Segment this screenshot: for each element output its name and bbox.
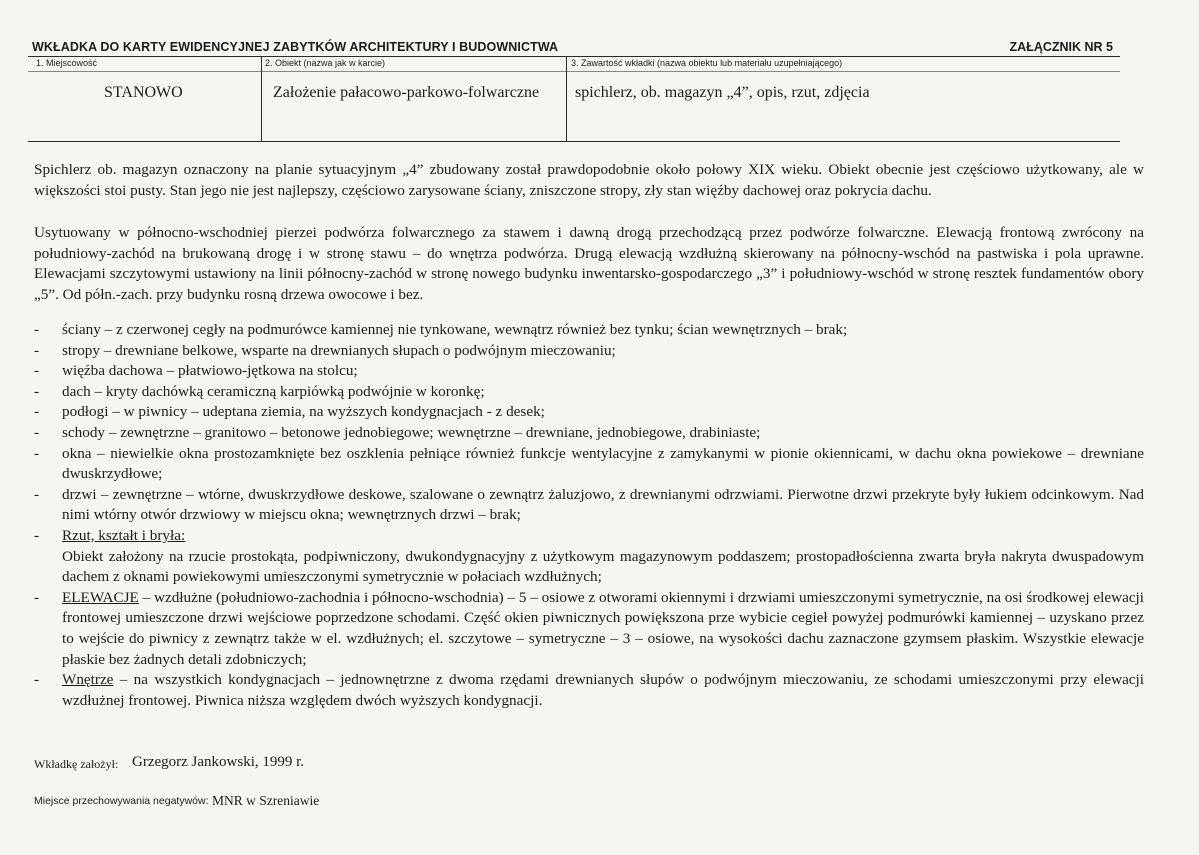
list-item-text: podłogi – w piwnicy – udeptana ziemia, na wyższych kondygnacjach - z desek; — [62, 403, 545, 421]
list-dash: - — [34, 588, 40, 606]
content-value: spichlerz, ob. magazyn „4”, opis, rzut, zdjęcia — [575, 84, 870, 101]
list-dash: - — [34, 671, 40, 689]
list-item-text — [62, 526, 1144, 588]
list-item — [34, 485, 1144, 526]
list-dash: - — [34, 444, 40, 462]
locality-value: STANOWO — [104, 84, 183, 101]
annex-number: ZAŁĄCZNIK NR 5 — [1009, 40, 1113, 54]
list-dash: - — [34, 362, 40, 380]
list-item — [34, 402, 1144, 423]
list-item-text: ściany – z czerwonej cegły na podmurówce kamiennej nie tynkowane, wewnątrz również bez tynku; ścian wewnętrznych – brak; — [62, 321, 848, 338]
list-item-text — [62, 670, 1144, 711]
object-label: 2. Obiekt (nazwa jak w karcie) — [265, 58, 386, 68]
section-text-plan: Obiekt założony na rzucie prostokąta, podpiwniczony, dwukondygnacyjny z użytkowym magazynowym poddaszem; prostopadłościenna zwarta bryła nakryta dwuspadowym dachem z oknami powiekowymi umieszczonymi symetrycznie w połaciach wzdłużnych; — [62, 547, 1144, 586]
list-item — [34, 670, 1144, 711]
list-item — [34, 341, 1144, 362]
column-divider-2 — [566, 56, 567, 141]
list-dash: - — [34, 321, 40, 338]
list-dash: - — [34, 423, 40, 441]
list-item — [34, 361, 1144, 382]
object-value: Założenie pałacowo-parkowo-folwarczne — [273, 84, 540, 101]
storage-value: MNR w Szreniawie — [212, 793, 320, 808]
author-value: Grzegorz Jankowski, 1999 r. — [132, 754, 305, 770]
list-dash: - — [34, 341, 40, 359]
list-item — [34, 526, 1144, 588]
list-item-text: dach – kryty dachówką ceramiczną karpiówką podwójnie w koronkę; — [62, 382, 485, 400]
column-divider-1 — [261, 56, 262, 141]
author-label: Wkładkę założył: — [34, 757, 119, 771]
list-dash: - — [34, 526, 40, 544]
locality-label: 1. Miejscowość — [36, 58, 98, 68]
storage-label: Miejsce przechowywania negatywów: — [34, 795, 209, 807]
list-item — [34, 382, 1144, 403]
description-paragraph-2: Usytuowany w północno-wschodniej pierzei podwórza folwarcznego za stawem i dawną drogą przechodzącą przez podwórze folwarczne. Elewacją frontową zwrócony na południowy-zachód na brukowaną drogę i w stronę stawu – do wnętrza podwórza. Drugą elewacją wzdłużną skierowany na północny-wschód na pastwiska i pola uprawne. Elewacjami szczytowymi ustawiony na linii północny-zachód w stronę nowego budynku inwentarsko-gospodarczego „3” i południowy-wschód w stronę resztek fundamentów obory „5”. Od półn.-zach. przy budynku rosną drzewa owocowe i bez. — [34, 224, 1144, 303]
header-rule-labels — [28, 71, 1120, 72]
section-text-interior: – na wszystkich kondygnacjach – jednownętrzne z dwoma rzędami drewnianych słupów o podwójnym mieczowaniu, ze schodami umieszczonymi przy elewacji wzdłużnej frontowej. Piwnica niższa względem dwóch wyższych kondygnacji. — [62, 671, 1144, 709]
list-item-text: stropy – drewniane belkowe, wsparte na drewnianych słupach o podwójnym mieczowaniu; — [62, 341, 616, 359]
list-item — [34, 423, 1144, 444]
list-item-text: więźba dachowa – płatwiowo-jętkowa na stolcu; — [62, 362, 358, 380]
header-rule-top — [28, 56, 1120, 57]
section-heading-elevations: ELEWACJE — [62, 588, 139, 606]
list-dash: - — [34, 382, 40, 400]
element-list — [34, 320, 1144, 711]
list-item-text — [62, 588, 1144, 670]
content-label: 3. Zawartość wkładki (nazwa obiektu lub materiału uzupełniającego) — [571, 58, 843, 68]
section-heading-plan: Rzut, kształt i bryła: — [62, 526, 186, 544]
list-dash: - — [34, 485, 40, 503]
list-item — [34, 588, 1144, 670]
list-item-text: schody – zewnętrzne – granitowo – betonowe jednobiegowe; wewnętrzne – drewniane, jednobiegowe, drabiniaste; — [62, 423, 761, 441]
list-item-text: okna – niewielkie okna prostozamknięte bez oszklenia pełniące również funkcje wentylacyjne z zamykanymi w pionie okiennicami, w dachu okna powiekowe – drewniane dwuskrzydłowe; — [62, 444, 1144, 483]
card-title: WKŁADKA DO KARTY EWIDENCYJNEJ ZABYTKÓW ARCHITEKTURY I BUDOWNICTWA — [32, 40, 559, 54]
header-rule-bottom — [28, 141, 1120, 142]
list-item — [34, 320, 1144, 341]
list-item-text: drzwi – zewnętrzne – wtórne, dwuskrzydłowe deskowe, szalowane o zewnątrz żaluzjowo, z drewnianymi odrzwiami. Pierwotne drzwi przekryte były łukiem odcinkowym. Nad nimi wtórny otwór drzwiowy w miejscu okna; wewnętrznych drzwi – brak; — [62, 485, 1144, 524]
list-item — [34, 444, 1144, 485]
list-dash: - — [34, 403, 40, 421]
section-text-elevations: – wzdłużne (południowo-zachodnia i północno-wschodnia) – 5 – osiowe z otworami okiennymi i drzwiami umieszczonymi symetrycznie, na osi środkowej elewacji frontowej umieszczone drzwi wejściowe poprzedzone schodami. Część okien piwnicznych powiększona prze wybicie cegieł powyżej podmurówki kamiennej – uzyskano przez to wejście do piwnicy z zewnątrz także w el. wzdłużnych; el. szczytowe – symetryczne – 3 – osiowe, na wysokości dachu zaznaczone gzymsem płaskim. Wszystkie elewacje płaskie bez żadnych detali zdobniczych; — [62, 588, 1144, 668]
description-paragraph-1: Spichlerz ob. magazyn oznaczony na planie sytuacyjnym „4” zbudowany został prawdopodobnie około połowy XIX wieku. Obiekt obecnie jest częściowo użytkowany, ale w większości stoi pusty. Stan jego nie jest najlepszy, częściowo zarysowane ściany, zniszczone stropy, zły stan więźby dachowej oraz pokrycia dachu. — [34, 161, 1144, 199]
section-heading-interior: Wnętrze — [62, 671, 114, 689]
